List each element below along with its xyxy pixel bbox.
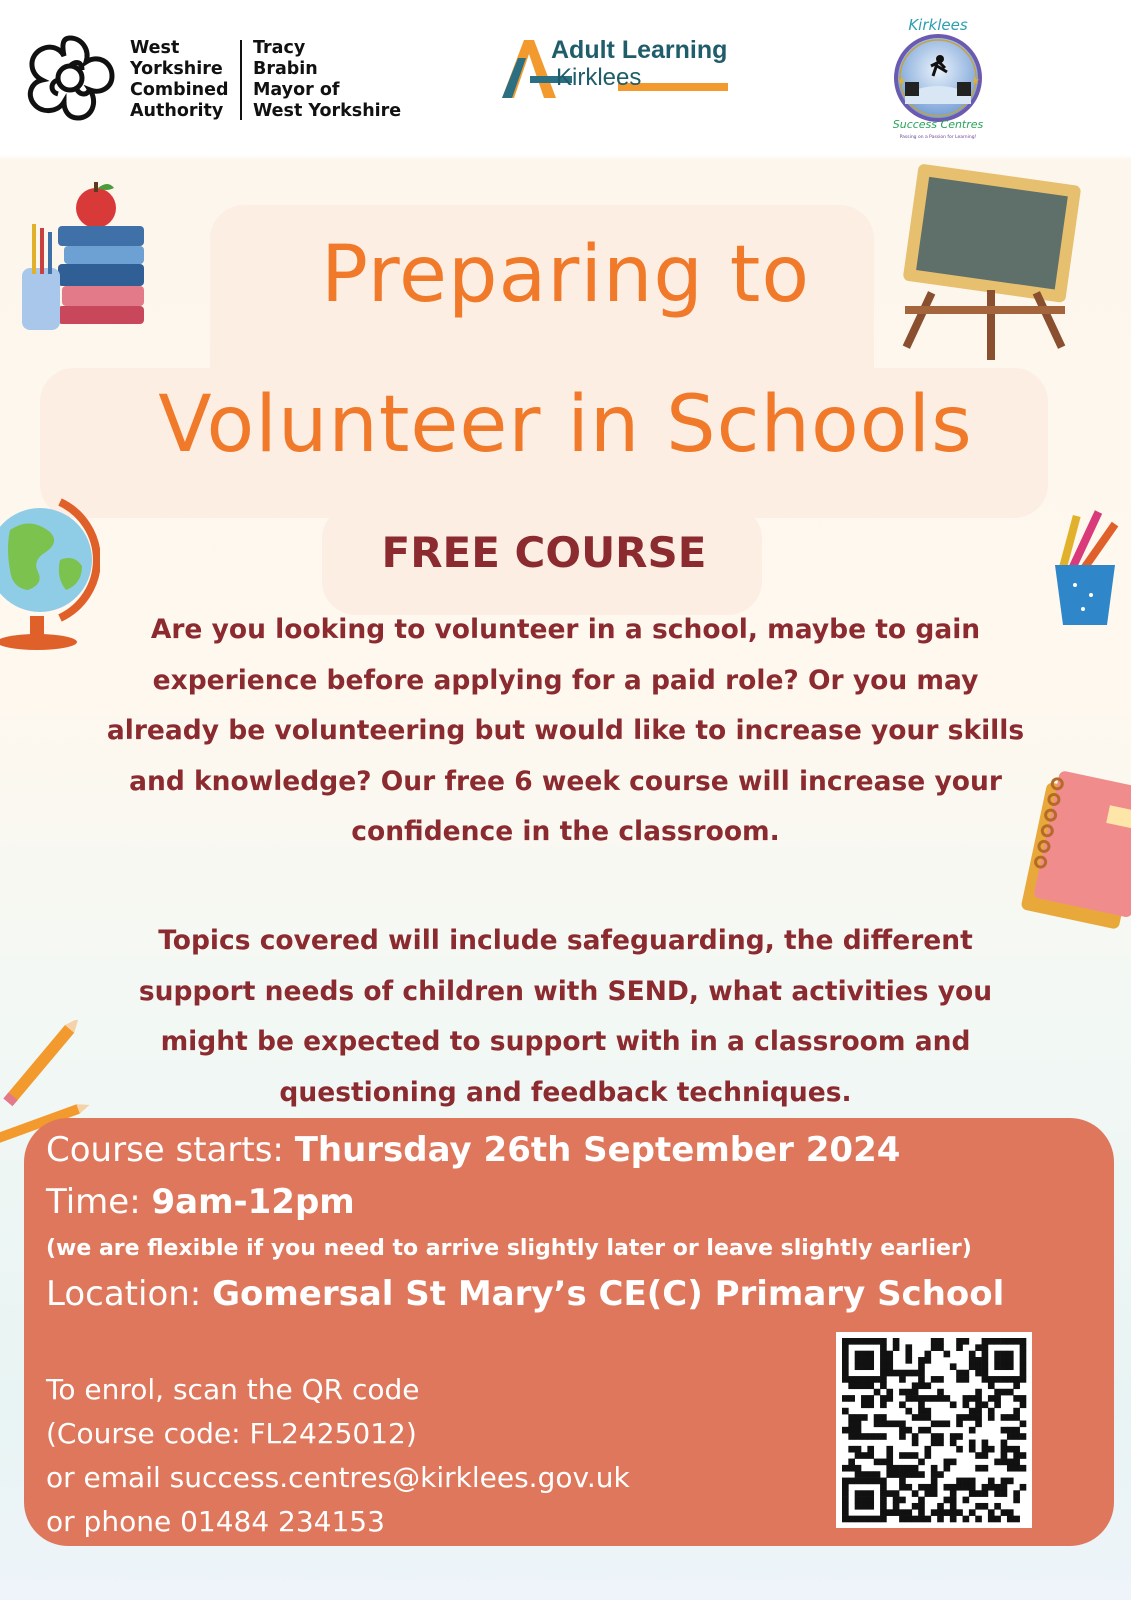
title-line-2: Volunteer in Schools	[158, 380, 973, 470]
wyca-line: Authority	[130, 101, 224, 121]
course-location	[46, 1274, 1004, 1314]
course-start-label: Course starts:	[46, 1130, 295, 1170]
enrol-qr-text: To enrol, scan the QR code	[46, 1373, 420, 1406]
course-time-label: Time:	[46, 1182, 152, 1222]
apple-books-icon	[18, 178, 148, 338]
intro-line: experience before applying for a paid role? Or you may	[152, 664, 979, 696]
enrol-email[interactable]: or email success.centres@kirklees.gov.uk	[46, 1461, 630, 1494]
topics-line: Topics covered will include safeguarding, the different	[158, 925, 973, 956]
intro-line: confidence in the classroom.	[351, 816, 780, 847]
course-time	[46, 1182, 355, 1222]
logo-divider	[240, 40, 242, 120]
wyca-rose-logo-icon	[20, 30, 120, 125]
header-bar	[0, 0, 1131, 155]
course-start-value: Thursday 26th September 2024	[294, 1130, 901, 1170]
topics-paragraph	[20, 916, 1111, 1118]
course-start	[46, 1130, 900, 1170]
flexibility-note: (we are flexible if you need to arrive slightly later or leave slightly earlier)	[46, 1236, 972, 1261]
success-centres-bottom-label: Success Centres	[892, 118, 984, 131]
wyca-line: Combined	[130, 80, 229, 100]
mayor-line: Brabin	[253, 59, 318, 79]
adult-learning-kirklees: Kirklees	[556, 64, 642, 91]
wyca-line: West	[130, 38, 180, 58]
mayor-line: West Yorkshire	[253, 101, 402, 121]
course-location-label: Location:	[46, 1274, 213, 1314]
mayor-line: Mayor of	[253, 80, 340, 100]
wyca-name	[130, 38, 228, 122]
qr-code-icon[interactable]	[836, 1332, 1032, 1528]
enrol-phone[interactable]: or phone 01484 234153	[46, 1505, 385, 1538]
wyca-line: Yorkshire	[130, 59, 223, 79]
title-line-1: Preparing to	[320, 230, 811, 320]
course-time-value: 9am-12pm	[151, 1182, 355, 1222]
adult-learning-title: Adult Learning	[551, 36, 728, 64]
topics-line: support needs of children with SEND, what activities you	[138, 975, 993, 1007]
mayor-name	[253, 38, 401, 122]
intro-line: already be volunteering but would like to increase your skills	[106, 715, 1025, 746]
course-location-value: Gomersal St Mary’s CE(C) Primary School	[212, 1274, 1005, 1314]
success-centres-logo-icon	[883, 12, 993, 142]
topics-line: questioning and feedback techniques.	[279, 1076, 852, 1108]
chalkboard-icon	[895, 160, 1085, 360]
course-code: (Course code: FL2425012)	[46, 1417, 417, 1450]
topics-line: might be expected to support with in a classroom and	[160, 1026, 971, 1057]
intro-paragraph	[20, 605, 1111, 858]
intro-line: and knowledge? Our free 6 week course will increase your	[129, 765, 1002, 797]
success-centres-tagline: Passing on a Passion for Learning!	[899, 135, 977, 140]
intro-line: Are you looking to volunteer in a school, maybe to gain	[150, 614, 981, 645]
free-course-badge: FREE COURSE	[381, 528, 707, 577]
course-details-box	[24, 1118, 1114, 1546]
svg-text:★: ★	[971, 76, 980, 87]
svg-text:★: ★	[897, 76, 906, 87]
enrol-instructions	[46, 1368, 630, 1544]
mayor-line: Tracy	[253, 38, 306, 58]
success-centres-top-label: Kirklees	[908, 16, 968, 34]
